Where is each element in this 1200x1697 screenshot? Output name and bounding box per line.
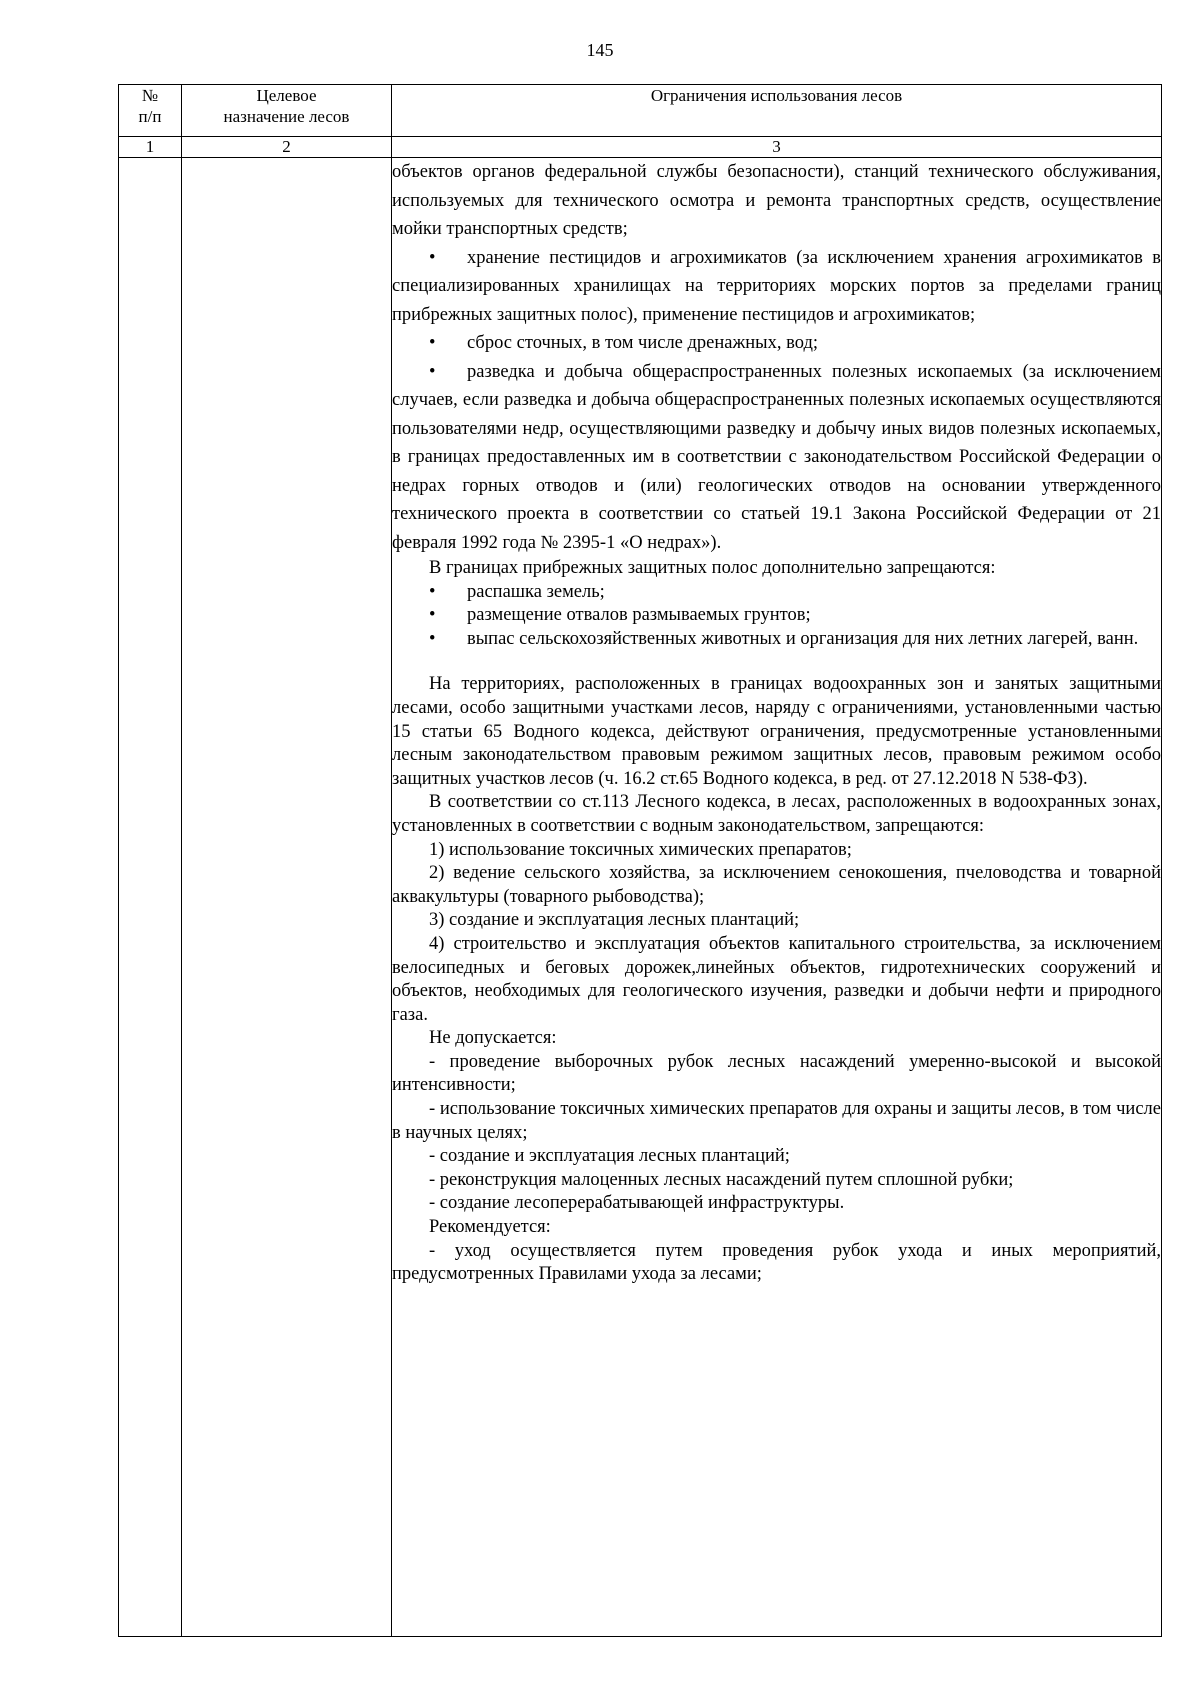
bullet-mark: • [429,361,436,382]
paragraph: Рекомендуется: [429,1217,551,1238]
spacer [392,651,1161,673]
header-purpose [182,85,392,137]
bullet-item [392,628,1161,652]
header-number-line1: № [141,86,159,105]
paragraph: В границах прибрежных защитных полос дополнительно запрещаются: [429,558,996,578]
bullet-item [392,358,1161,558]
row-purpose-cell [182,158,392,1637]
header-purpose-line1: Целевое [256,86,317,105]
bullet-item [392,581,1161,605]
header-purpose-line2: назначение лесов [223,107,350,126]
dash-item: - проведение выборочных рубок лесных насаждений умеренно-высокой и высокой интенсивности; [392,1051,1161,1096]
paragraph: На территориях, расположенных в границах водоохранных зон и занятых защитными лесами, особо защитными участками лесов, наряду с ограничениями, установленными частью 15 статьи 65 Водного кодекса, действуют ограничения, предусмотренные установленными лесным законодательством правовым режимом защитных лесов, правовым режимом особо защитных участков лесов (ч. 16.2 ст.65 Водного кодекса, в ред. от 27.12.2018 N 538-ФЗ). [392,674,1161,789]
bullet-mark: • [429,247,436,268]
numbered-item: 4) строительство и эксплуатация объектов капитального строительства, за исключением велосипедных и беговых дорожек,линейных объектов, гидротехнических сооружений и объектов, необходимых для геологического изучения, разведки и добычи нефти и природного газа. [392,933,1161,1025]
row-number-cell [119,158,182,1637]
dash-item: - создание лесоперерабатывающей инфраструктуры. [429,1193,845,1214]
column-number-1: 1 [119,137,182,158]
column-number-2: 2 [182,137,392,158]
bullet-text: сброс сточных, в том числе дренажных, вод; [467,333,818,353]
bullet-text: распашка земель; [467,581,605,602]
paragraph: Не допускается: [429,1028,557,1049]
dash-item: - создание и эксплуатация лесных плантаций; [429,1146,790,1167]
dash-item: - использование токсичных химических препаратов для охраны и защиты лесов, в том числе в научных целях; [392,1099,1161,1143]
bullet-text: разведка и добыча общераспространенных полезных ископаемых (за исключением случаев, если разведка и добыча общераспространенных полезных ископаемых осуществляются пользователями недр, осуществляющими разведку и добычу иных видов полезных ископаемых, в границах предоставленных им в соответствии с законодательством Российской Федерации о недрах горных отводов и (или) геологических отводов на основании утвержденного технического проекта в соответствии со статьей 19.1 Закона Российской Федерации от 21 февраля 1992 года № 2395-1 «О недрах»). [392,361,1161,553]
page-number: 145 [586,40,614,60]
column-number-row [119,137,1162,158]
bullet-item [392,244,1161,330]
header-restrictions: Ограничения использования лесов [392,85,1162,137]
numbered-item: 1) использование токсичных химических препаратов; [429,839,852,860]
coastal-strip-block [392,557,1161,1287]
bullet-mark: • [429,628,436,649]
bullet-text: выпас сельскохозяйственных животных и организация для них летних лагерей, ванн. [467,628,1139,649]
paragraph: В соответствии со ст.113 Лесного кодекса, в лесах, расположенных в водоохранных зонах, установленных в соответствии с водным законодательством, запрещаются: [392,792,1161,836]
dash-item: - реконструкция малоценных лесных насаждений путем сплошной рубки; [429,1169,1014,1190]
numbered-item: 2) ведение сельского хозяйства, за исключением сенокошения, пчеловодства и товарной аквакультуры (товарного рыбоводства); [392,863,1161,907]
forest-restrictions-table [118,84,1162,1637]
header-number-line2: п/п [138,107,162,126]
paragraph: объектов органов федеральной службы безопасности), станций технического обслуживания, используемых для технического осмотра и ремонта транспортных средств, осуществление мойки транспортных средств; [392,162,1161,239]
bullet-item [392,329,1161,358]
header-number [119,85,182,137]
bullet-mark: • [429,605,436,626]
bullet-mark: • [429,581,436,602]
dash-item: - уход осуществляется путем проведения рубок ухода и иных мероприятий, предусмотренных Правилами ухода за лесами; [392,1240,1161,1285]
bullet-item [392,604,1161,628]
bullet-text: хранение пестицидов и агрохимикатов (за исключением хранения агрохимикатов в специализированных хранилищах на территориях морских портов за пределами границ прибрежных защитных полос), применение пестицидов и агрохимикатов; [392,247,1161,325]
restrictions-text [392,158,1161,1287]
bullet-mark: • [429,333,436,353]
numbered-item: 3) создание и эксплуатация лесных плантаций; [429,910,800,931]
row-restrictions-cell [392,158,1162,1637]
table-header-row [119,85,1162,137]
table-row [119,158,1162,1637]
bullet-text: размещение отвалов размываемых грунтов; [467,605,811,626]
column-number-3: 3 [392,137,1162,158]
